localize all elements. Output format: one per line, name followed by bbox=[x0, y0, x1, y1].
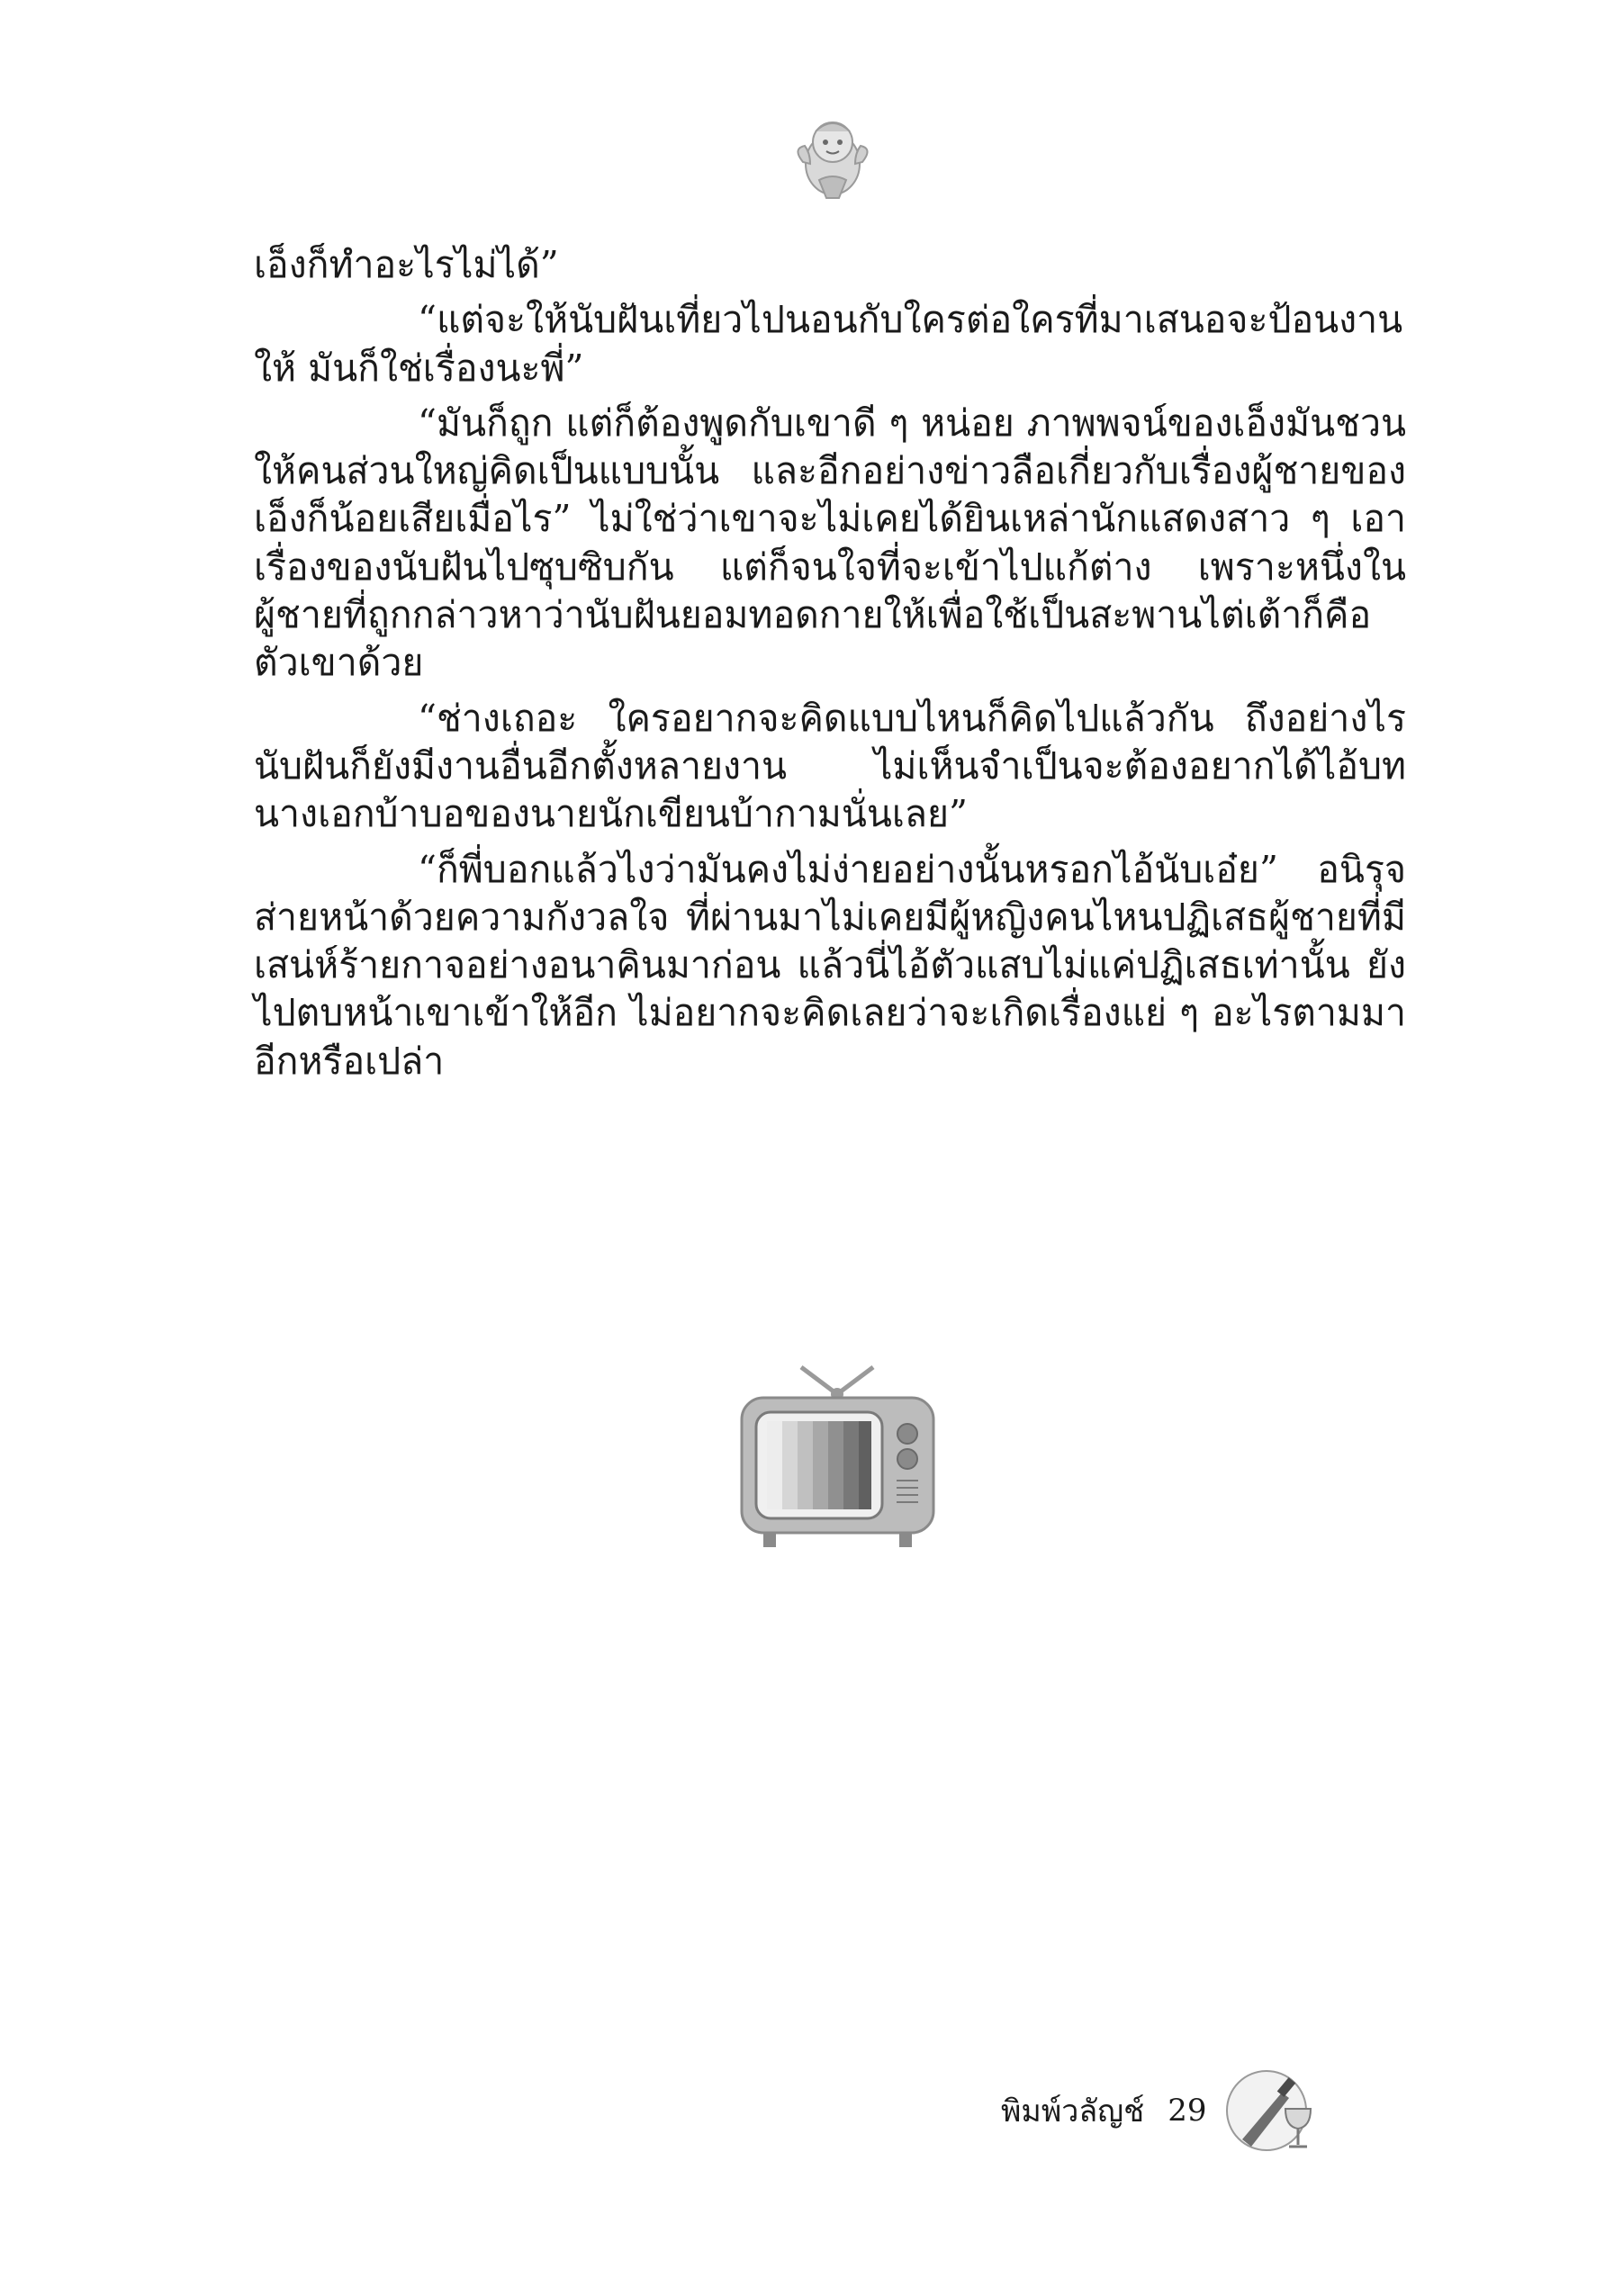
author-name: พิมพ์วลัญช์ bbox=[1001, 2093, 1145, 2129]
paragraph-2: “แต่จะให้นับฝันเที่ยวไปนอนกับใครต่อใครที่มาเสนอจะป้อนงานให้ มันก็ใช่เรื่องนะพี่” bbox=[254, 298, 1403, 390]
wine-glass-bottle-icon bbox=[1226, 2066, 1316, 2156]
paragraph-3: “มันก็ถูก แต่ก็ต้องพูดกับเขาดี ๆ หน่อย ภาพพจน์ของเอ็งมันชวนให้คนส่วนใหญ่คิดเป็นแบบนั้น และอีกอย่างข่าวลือเกี่ยวกับเรื่องผู้ชายของเอ็งก็น้อยเสียเมื่อไร” ไม่ใช่ว่าเขาจะไม่เคยได้ยินเหล่านักแสดงสาว ๆ เอาเรื่องของนับฝันไปซุบซิบกัน แต่ก็จนใจที่จะเข้าไปแก้ต่าง เพราะหนึ่งในผู้ชายที่ถูกกล่าวหาว่านับฝันยอมทอดกายให้เพื่อใช้เป็นสะพานไต่เต้าก็คือตัวเขาด้วย bbox=[254, 401, 1406, 685]
paragraph-4: “ช่างเถอะ ใครอยากจะคิดแบบไหนก็คิดไปแล้วกัน ถึงอย่างไรนับฝันก็ยังมีงานอื่นอีกตั้งหลายงาน ไม่เห็นจำเป็นจะต้องอยากได้ไอ้บทนางเอกบ้าบอของนายนักเขียนบ้ากามนั่นเลย” bbox=[254, 696, 1406, 836]
page-footer bbox=[1001, 2061, 1316, 2160]
paragraph-1: เอ็งก็ทำอะไรไม่ได้” bbox=[254, 243, 559, 286]
cupid-mascot-icon bbox=[783, 108, 882, 207]
retro-tv-icon bbox=[736, 1364, 939, 1553]
story-text bbox=[254, 241, 1406, 1093]
page-number: 29 bbox=[1168, 2093, 1207, 2129]
paragraph-5: “ก็พี่บอกแล้วไงว่ามันคงไม่ง่ายอย่างนั้นหรอกไอ้นับเอ๋ย” อนิรุจส่ายหน้าด้วยความกังวลใจ ที่ผ่านมาไม่เคยมีผู้หญิงคนไหนปฏิเสธผู้ชายที่มีเสน่ห์ร้ายกาจอย่างอนาคินมาก่อน แล้วนี่ไอ้ตัวแสบไม่แค่ปฏิเสธเท่านั้น ยังไปตบหน้าเขาเข้าให้อีก ไม่อยากจะคิดเลยว่าจะเกิดเรื่องแย่ ๆ อะไรตามมาอีกหรือเปล่า bbox=[254, 847, 1406, 1083]
